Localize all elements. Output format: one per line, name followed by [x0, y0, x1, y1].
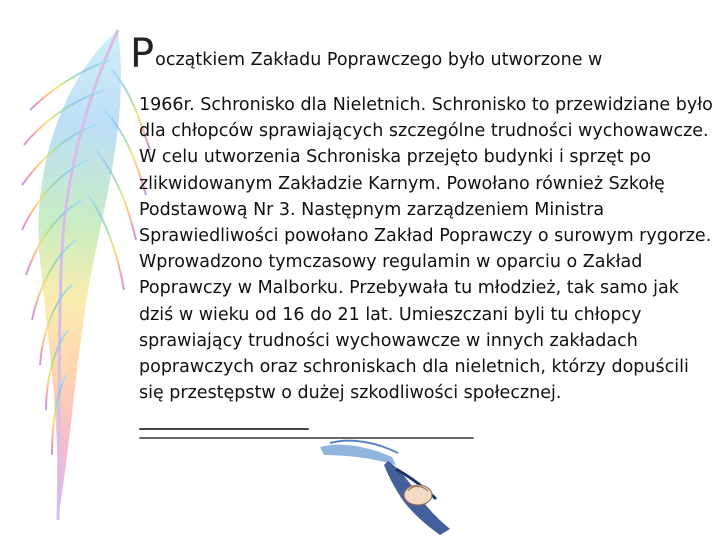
slide-heading	[130, 31, 710, 77]
drop-cap-letter: P	[130, 31, 155, 77]
body-paragraph: 1966r. Schronisko dla Nieletnich. Schronisko to przewidziane było dla chłopców sprawiających szczególne trudności wychowawcze. W celu utworzenia Schroniska przejęto budynki i sprzęt po zlikwidowanym Zakładzie Karnym. Powołano również Szkołę Podstawową Nr 3. Następnym zarządzeniem Ministra Sprawiedliwości powołano Zakład Poprawczy o surowym rygorze. Wprowadzono tymczasowy regulamin w oparciu o Zakład Poprawczy w Malborku. Przebywała tu młodzież, tak samo jak dziś w wieku od 16 do 21 lat. Umieszczani byli tu chłopcy sprawiający trudności wychowawcze w innych zakładach poprawczych oraz schroniskach dla nieletnich, którzy dopuścili się przestępstw o dużej szkodliwości społecznej.	[139, 95, 713, 404]
rainbow-feather-icon	[0, 0, 160, 540]
hand-writing-quill-icon	[300, 425, 470, 540]
divider-line	[139, 428, 309, 430]
heading-text: oczątkiem Zakładu Poprawczego było utworzone w	[155, 50, 603, 70]
